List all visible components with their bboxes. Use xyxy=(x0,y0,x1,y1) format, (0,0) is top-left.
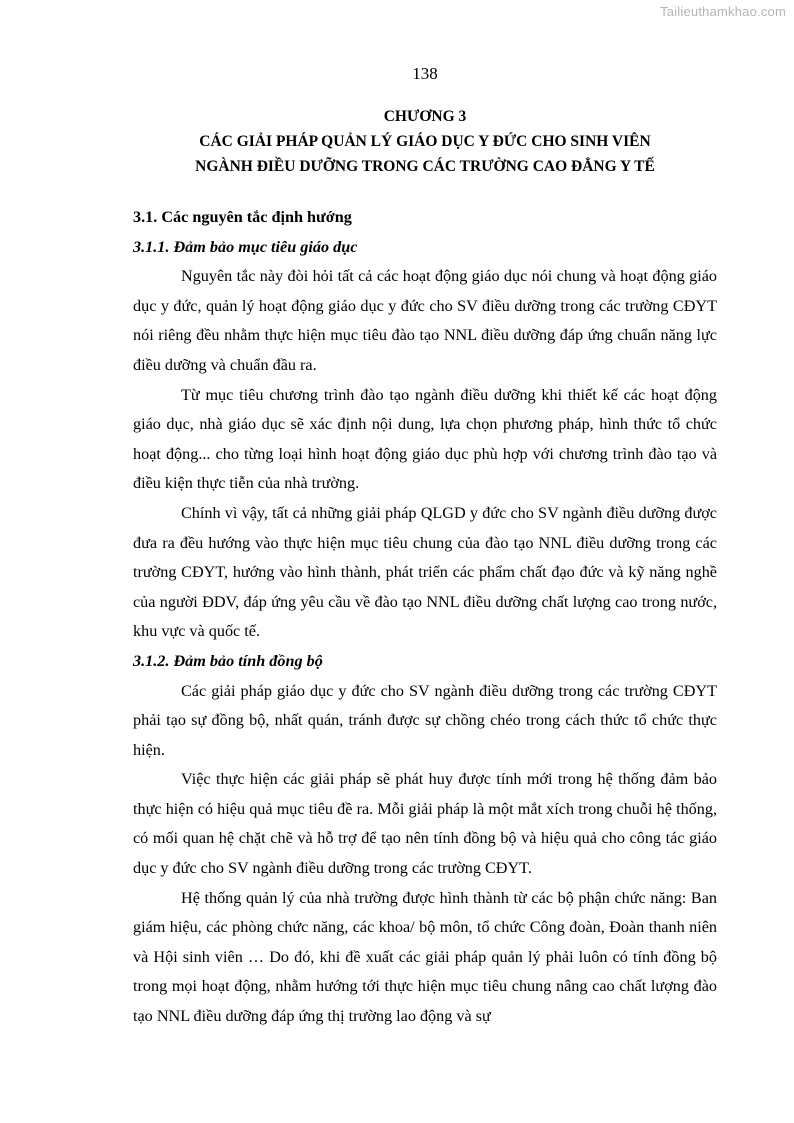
page-number: 138 xyxy=(412,64,438,83)
paragraph: Từ mục tiêu chương trình đào tạo ngành điều dưỡng khi thiết kế các hoạt động giáo dục, nhà giáo dục sẽ xác định nội dung, lựa chọn phương pháp, hình thức tổ chức hoạt động... cho từng loại hình hoạt động giáo dục phù hợp với chương trình đào tạo và điều kiện thực tiễn của nhà trường. xyxy=(133,385,717,493)
chapter-header xyxy=(133,104,717,179)
section-heading-3-1-2: 3.1.2. Đảm bảo tính đồng bộ xyxy=(133,651,323,670)
chapter-label: CHƯƠNG 3 xyxy=(383,108,467,125)
chapter-title-line-1: CÁC GIẢI PHÁP QUẢN LÝ GIÁO DỤC Y ĐỨC CHO SINH VIÊN xyxy=(199,133,651,150)
paragraph: Nguyên tắc này đòi hỏi tất cả các hoạt động giáo dục nói chung và hoạt động giáo dục y đức, quản lý hoạt động giáo dục y đức cho SV điều dưỡng trong các trường CĐYT nói riêng đều nhằm thực hiện mục tiêu đào tạo NNL điều dưỡng đáp ứng chuẩn năng lực điều dưỡng và chuẩn đầu ra. xyxy=(133,267,717,374)
paragraph: Việc thực hiện các giải pháp sẽ phát huy được tính mới trong hệ thống đảm bảo thực hiện có hiệu quả mục tiêu đề ra. Mỗi giải pháp là một mắt xích trong chuỗi hệ thống, có mối quan hệ chặt chẽ và hỗ trợ để tạo nên tính đồng bộ và hiệu quả cho công tác giáo dục y đức cho SV ngành điều dưỡng trong các trường CĐYT. xyxy=(133,770,717,878)
watermark: Tailieuthamkhao.com xyxy=(660,4,786,19)
chapter-title-line-2: NGÀNH ĐIỀU DƯỠNG TRONG CÁC TRƯỜNG CAO ĐẲNG Y TẾ xyxy=(195,158,655,175)
paragraph: Chính vì vậy, tất cả những giải pháp QLGD y đức cho SV ngành điều dưỡng được đưa ra đều hướng vào thực hiện mục tiêu chung của đào tạo NNL điều dưỡng trong các trường CĐYT, hướng vào hình thành, phát triển các phẩm chất đạo đức và kỹ năng nghề của người ĐDV, đáp ứng yêu cầu về đào tạo NNL điều dưỡng chất lượng cao trong nước, khu vực và quốc tế. xyxy=(133,503,717,641)
section-heading-3-1: 3.1. Các nguyên tắc định hướng xyxy=(133,208,352,226)
section-heading-3-1-1: 3.1.1. Đảm bảo mục tiêu giáo dục xyxy=(133,237,358,256)
paragraph: Các giải pháp giáo dục y đức cho SV ngành điều dưỡng trong các trường CĐYT phải tạo sự đồng bộ, nhất quán, tránh được sự chồng chéo trong cách thức tổ chức thực hiện. xyxy=(133,681,717,759)
paragraph: Hệ thống quản lý của nhà trường được hình thành từ các bộ phận chức năng: Ban giám hiệu, các phòng chức năng, các khoa/ bộ môn, tổ chức Công đoàn, Đoàn thanh niên và Hội sinh viên … Do đó, khi đề xuất các giải pháp quản lý phải luôn có tính đồng bộ trong mọi hoạt động, nhằm hướng tới thực hiện mục tiêu chung nâng cao chất lượng đào tạo NNL điều dưỡng đáp ứng thị trường lao động và sự xyxy=(133,888,717,1026)
document-body xyxy=(133,203,717,1032)
